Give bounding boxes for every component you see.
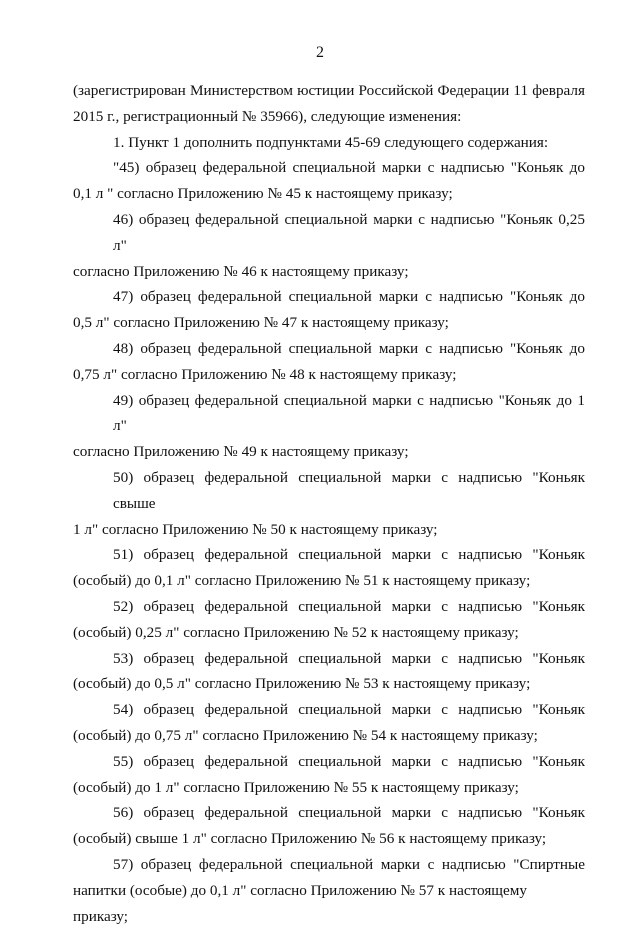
list-item: 57) образец федеральной специальной марки с надписью "Спиртные напитки (особые) до 0,1 л" согласно Приложению № 57 к настоящему приказу; xyxy=(73,855,585,925)
list-item: 56) образец федеральной специальной марки с надписью "Коньяк (особый) свыше 1 л" согласно Приложению № 56 к настоящему приказу; xyxy=(73,804,585,848)
list-item: 53) образец федеральной специальной марки с надписью "Коньяк (особый) до 0,5 л" согласно Приложению № 53 к настоящему приказу; xyxy=(73,649,585,693)
list-item: 46) образец федеральной специальной марки с надписью "Коньяк 0,25 л" согласно Приложению № 46 к настоящему приказу; xyxy=(73,210,585,280)
list-item: "45) образец федеральной специальной марки с надписью "Коньяк до 0,1 л " согласно Приложению № 45 к настоящему приказу; xyxy=(73,159,585,203)
list-item: 54) образец федеральной специальной марки с надписью "Коньяк (особый) до 0,75 л" согласно Приложению № 54 к настоящему приказу; xyxy=(73,701,585,744)
document-body xyxy=(73,78,585,929)
intro-paragraph: (зарегистрирован Министерством юстиции Российской Федерации 11 февраля 2015 г., регистрационный № 35966), следующие изменения: xyxy=(73,82,585,125)
page-number: 2 xyxy=(316,44,324,61)
list-item: 49) образец федеральной специальной марки с надписью "Коньяк до 1 л" согласно Приложению № 49 к настоящему приказу; xyxy=(73,391,585,461)
amendment-paragraph: 1. Пункт 1 дополнить подпунктами 45-69 следующего содержания: xyxy=(113,133,549,151)
list-item: 50) образец федеральной специальной марки с надписью "Коньяк свыше 1 л" согласно Приложению № 50 к настоящему приказу; xyxy=(73,468,585,538)
list-item: 48) образец федеральной специальной марки с надписью "Коньяк до 0,75 л" согласно Приложению № 48 к настоящему приказу; xyxy=(73,339,585,383)
list-item: 47) образец федеральной специальной марки с надписью "Коньяк до 0,5 л" согласно Приложению № 47 к настоящему приказу; xyxy=(73,288,585,332)
list-item: 55) образец федеральной специальной марки с надписью "Коньяк (особый) до 1 л" согласно Приложению № 55 к настоящему приказу; xyxy=(73,752,585,796)
list-item: 51) образец федеральной специальной марки с надписью "Коньяк (особый) до 0,1 л" согласно Приложению № 51 к настоящему приказу; xyxy=(73,546,585,590)
list-item: 52) образец федеральной специальной марки с надписью "Коньяк (особый) 0,25 л" согласно Приложению № 52 к настоящему приказу; xyxy=(73,597,585,641)
